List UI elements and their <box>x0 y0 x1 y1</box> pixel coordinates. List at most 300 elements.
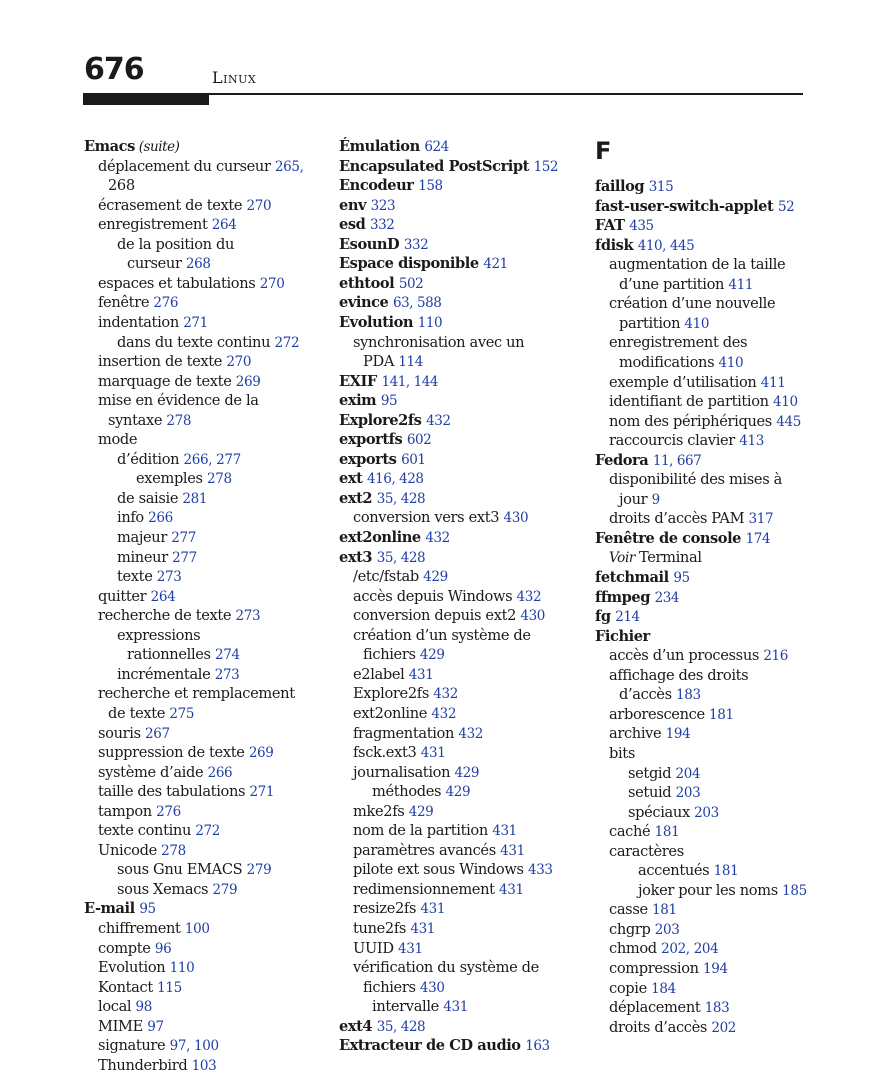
index-subentry <box>117 451 241 469</box>
page-reference-link[interactable]: 181 <box>652 902 677 919</box>
page-reference-link[interactable]: 273 <box>156 569 182 586</box>
page-reference-link[interactable]: 431 <box>498 881 524 898</box>
page-reference-link[interactable]: 315 <box>648 179 674 195</box>
page-reference-link[interactable]: 270 <box>226 354 252 371</box>
index-term: texte continu <box>98 822 192 840</box>
page-reference-link[interactable]: 271 <box>183 314 208 331</box>
index-term: de saisie <box>117 489 179 507</box>
index-term: archive <box>609 725 662 743</box>
index-term: FAT <box>595 217 625 235</box>
index-term: Thunderbird <box>98 1056 188 1074</box>
index-term: curseur <box>127 255 182 273</box>
index-subentry <box>619 315 709 333</box>
page-reference-link[interactable]: 194 <box>665 726 691 743</box>
index-term: fenêtre <box>98 294 150 312</box>
page-reference-link[interactable]: 202, 204 <box>661 941 719 958</box>
page-reference-link[interactable]: 429 <box>419 647 445 664</box>
index-subentry <box>609 295 775 313</box>
index-term: ethtool <box>339 274 395 292</box>
page-reference-link[interactable]: 429 <box>408 803 434 820</box>
page-reference-link[interactable]: 432 <box>425 530 450 546</box>
page-reference-link[interactable]: 163 <box>525 1038 550 1055</box>
index-subentry <box>609 510 773 528</box>
page-reference-link[interactable]: 270 <box>259 275 285 292</box>
index-subentry <box>98 1018 164 1036</box>
page-reference-link[interactable]: 158 <box>418 178 443 195</box>
index-subentry <box>628 784 700 802</box>
index-entry <box>595 589 679 607</box>
running-title: Linux <box>212 68 257 87</box>
index-subentry <box>98 314 208 332</box>
index-entry <box>339 158 558 176</box>
index-subentry <box>98 822 220 840</box>
index-term: d’une partition <box>619 275 725 293</box>
index-subentry <box>353 900 445 918</box>
index-term: accès d’un processus <box>609 647 760 665</box>
index-entry <box>339 412 451 430</box>
page-reference-link[interactable]: 273 <box>235 608 261 625</box>
index-subentry <box>353 861 553 879</box>
index-term: 268 <box>108 177 135 195</box>
page-reference-link[interactable]: 624 <box>424 139 449 155</box>
index-term: déplacement <box>609 999 701 1017</box>
page-reference-link[interactable]: 431 <box>420 901 446 918</box>
page-reference-link[interactable]: 601 <box>401 451 426 468</box>
page-reference-link[interactable]: 266 <box>148 510 173 527</box>
index-term: conversion depuis ext2 <box>353 607 517 625</box>
page-reference-link[interactable]: 98 <box>135 999 153 1016</box>
index-term: evince <box>339 294 389 312</box>
index-subentry <box>98 353 251 371</box>
index-subentry <box>609 667 748 685</box>
index-term: casse <box>609 901 648 919</box>
index-entry <box>339 236 428 254</box>
page-reference-link[interactable]: 276 <box>156 803 181 820</box>
index-term: copie <box>609 979 647 997</box>
index-term: syntaxe <box>108 411 163 429</box>
index-term: mode <box>98 431 138 449</box>
page-reference-link[interactable]: 430 <box>503 510 529 527</box>
page-reference-link[interactable]: 174 <box>745 530 771 547</box>
index-subentry <box>363 646 445 664</box>
page-reference-link[interactable]: 97 <box>147 1018 164 1035</box>
page-reference-link[interactable]: 35, 428 <box>376 490 426 507</box>
index-subentry <box>372 783 470 801</box>
index-subentry <box>609 706 734 724</box>
index-subentry <box>136 470 232 488</box>
index-subentry <box>98 392 259 410</box>
page-reference-link[interactable]: 431 <box>410 921 436 937</box>
index-subentry <box>117 881 237 899</box>
page-reference-link[interactable]: 432 <box>426 412 451 429</box>
index-subentry <box>108 705 194 723</box>
page-reference-link[interactable]: 432 <box>458 725 484 742</box>
index-term: raccourcis clavier <box>609 432 735 450</box>
page-reference-link[interactable]: 203 <box>675 785 701 802</box>
index-term: création d’un système de <box>353 626 531 644</box>
page-reference-link[interactable]: 270 <box>246 197 272 214</box>
page-reference-link[interactable]: 279 <box>246 862 272 879</box>
page-reference-link[interactable]: 272 <box>274 334 300 351</box>
index-term: recherche de texte <box>98 607 232 625</box>
index-subentry <box>353 744 445 762</box>
index-subentry <box>127 255 211 273</box>
index-subentry <box>98 940 171 958</box>
index-subentry <box>609 549 702 567</box>
index-term: affichage des droits <box>609 666 749 684</box>
page-reference-link[interactable]: 95 <box>673 570 690 586</box>
page-reference-link[interactable]: 277 <box>172 549 197 566</box>
index-subentry <box>619 354 743 372</box>
index-subentry <box>353 920 435 938</box>
page-reference-link[interactable]: 272 <box>195 823 221 840</box>
page-reference-link[interactable]: 332 <box>403 236 429 253</box>
page-reference-link[interactable]: 433 <box>527 862 553 879</box>
index-entry <box>595 628 650 646</box>
index-term: sous Xemacs <box>117 880 209 898</box>
index-subentry <box>353 666 434 684</box>
page-reference-link[interactable]: 183 <box>676 687 701 704</box>
index-entry <box>84 138 179 156</box>
index-term: bits <box>609 744 635 762</box>
index-term: indentation <box>98 313 179 331</box>
page-reference-link[interactable]: 430 <box>419 979 445 996</box>
page-reference-link[interactable]: 95 <box>380 393 398 410</box>
page-reference-link[interactable]: 115 <box>157 979 182 996</box>
page-reference-link[interactable]: 273 <box>214 666 240 683</box>
index-term: Espace disponible <box>339 255 479 273</box>
page-reference-link[interactable]: 429 <box>454 764 480 781</box>
page-reference-link[interactable]: 281 <box>182 490 208 507</box>
index-subentry <box>609 921 680 939</box>
index-term: compte <box>98 939 151 957</box>
page-reference-link[interactable]: 234 <box>654 589 680 606</box>
page-reference-link[interactable]: 9 <box>651 491 660 508</box>
index-term: mke2fs <box>353 802 405 820</box>
index-term: Encodeur <box>339 177 414 195</box>
index-subentry <box>98 1057 216 1075</box>
index-subentry <box>353 509 528 527</box>
index-subentry <box>609 647 788 665</box>
index-subentry <box>609 413 801 431</box>
index-subentry <box>609 1019 736 1037</box>
index-subentry <box>98 979 182 997</box>
index-term: dans du texte continu <box>117 333 271 351</box>
page-reference-link[interactable]: 141, 144 <box>381 373 439 390</box>
page-reference-link[interactable]: 95 <box>139 901 156 918</box>
index-subentry <box>98 725 170 743</box>
index-term: PDA <box>363 353 395 371</box>
page-reference-link[interactable]: 410 <box>684 315 710 332</box>
page-reference-link[interactable]: 269 <box>248 745 274 762</box>
index-subentry <box>609 334 747 352</box>
page-reference-link[interactable]: 110 <box>169 960 195 977</box>
page-reference-link[interactable]: 269 <box>235 373 261 390</box>
page-reference-link[interactable]: 35, 428 <box>376 549 426 566</box>
index-term: exemple d’utilisation <box>609 373 757 391</box>
index-subentry <box>353 842 525 860</box>
index-term: Fenêtre de console <box>595 529 742 547</box>
page-reference-link[interactable]: 430 <box>520 608 546 625</box>
page-reference-link[interactable]: 268 <box>185 256 211 273</box>
index-term: accentués <box>638 862 710 880</box>
index-term: Fichier <box>595 627 650 645</box>
page-reference-link[interactable]: 429 <box>423 569 448 586</box>
index-term: ext <box>339 470 363 488</box>
index-term: tune2fs <box>353 920 407 937</box>
index-subentry <box>98 216 236 234</box>
index-term: vérification du système de <box>353 959 539 977</box>
page-reference-link[interactable]: 181 <box>654 824 680 841</box>
page-reference-link[interactable]: 103 <box>191 1057 217 1074</box>
index-subentry <box>117 236 234 254</box>
page-number: 676 <box>84 52 144 87</box>
index-subentry <box>609 980 676 998</box>
index-term: redimensionnement <box>353 880 495 898</box>
index-subentry <box>609 725 690 743</box>
index-subentry <box>98 294 178 312</box>
page-reference-link[interactable]: 432 <box>433 686 458 703</box>
page-reference-link[interactable]: 194 <box>703 961 728 977</box>
page-reference-link[interactable]: 216 <box>763 648 789 665</box>
index-term: jour <box>619 490 648 508</box>
index-term: tampon <box>98 802 152 820</box>
page-reference-link[interactable]: 96 <box>154 940 172 957</box>
index-subentry <box>619 686 701 704</box>
index-term: fragmentation <box>353 724 455 742</box>
page-reference-link[interactable]: 152 <box>533 158 559 175</box>
page-reference-link[interactable]: 181 <box>713 863 739 880</box>
index-entry <box>339 138 449 156</box>
page-reference-link[interactable]: 411 <box>728 276 754 293</box>
index-term: local <box>98 998 132 1016</box>
index-subentry <box>353 822 517 840</box>
page-reference-link[interactable]: 274 <box>215 647 240 664</box>
page-reference-link[interactable]: 35, 428 <box>376 1018 426 1035</box>
page-reference-link[interactable]: 11, 667 <box>652 452 702 469</box>
page-reference-link[interactable]: 202 <box>711 1019 737 1036</box>
page-reference-link[interactable]: 266, 277 <box>183 451 241 468</box>
page-reference-link[interactable]: 204 <box>675 765 701 782</box>
index-term: rationnelles <box>127 646 211 664</box>
index-term: augmentation de la taille <box>609 256 786 274</box>
page-reference-link[interactable]: 602 <box>406 432 432 449</box>
index-term: mise en évidence de la <box>98 392 259 410</box>
index-entry <box>595 452 701 470</box>
index-term: fsck.ext3 <box>353 744 417 762</box>
page-reference-link[interactable]: 431 <box>492 823 517 840</box>
page-reference-link[interactable]: 271 <box>249 784 275 801</box>
index-entry <box>595 178 673 196</box>
index-term: fdisk <box>595 236 634 254</box>
index-term: journalisation <box>353 763 451 781</box>
page-reference-link[interactable]: 100 <box>184 921 210 937</box>
page-reference-link[interactable]: 264 <box>150 588 176 605</box>
page-reference-link[interactable]: 317 <box>748 511 774 528</box>
page-reference-link[interactable]: 332 <box>370 217 395 234</box>
header-bar <box>83 95 209 105</box>
index-term: nom des périphériques <box>609 412 772 430</box>
index-term: pilote ext sous Windows <box>353 861 524 879</box>
index-entry <box>339 392 397 410</box>
index-term: ext2online <box>339 529 421 546</box>
index-subentry <box>98 998 152 1016</box>
page-reference-link[interactable]: 110 <box>417 314 443 331</box>
index-subentry <box>117 334 299 352</box>
index-term: d’accès <box>619 686 672 704</box>
index-term: Explore2fs <box>353 685 429 703</box>
index-entry <box>595 217 654 235</box>
page-reference-link[interactable]: 410 <box>773 394 798 411</box>
index-subentry <box>628 804 719 822</box>
index-entry <box>339 373 438 391</box>
index-term: Explore2fs <box>339 411 422 429</box>
index-term: exportfs <box>339 431 403 449</box>
page-reference-link[interactable]: 279 <box>212 881 238 898</box>
index-term: E-mail <box>84 900 135 918</box>
index-term: Unicode <box>98 841 157 859</box>
index-term: spéciaux <box>628 803 690 821</box>
index-subentry <box>117 529 196 547</box>
page-reference-link[interactable]: 214 <box>615 609 640 626</box>
page-reference-link[interactable]: 502 <box>398 275 424 292</box>
page-reference-link[interactable]: 276 <box>153 295 179 312</box>
index-term: Evolution <box>98 959 166 977</box>
index-subentry <box>353 588 541 606</box>
index-term: droits d’accès PAM <box>609 510 745 528</box>
see-reference-prefix: Voir <box>609 550 639 567</box>
page-reference-link[interactable]: 183 <box>704 1000 730 1017</box>
index-term: compression <box>609 960 699 977</box>
page-reference-link[interactable]: 435 <box>629 218 654 235</box>
page-reference-link[interactable]: 97, 100 <box>169 1038 219 1055</box>
page-reference-link[interactable]: 278 <box>206 471 232 488</box>
page-reference-link[interactable]: 416, 428 <box>367 471 424 488</box>
page-reference-link[interactable]: 278 <box>166 412 192 429</box>
index-term: chgrp <box>609 920 651 938</box>
page-reference-link[interactable]: 52 <box>777 198 795 215</box>
index-subentry <box>609 940 718 958</box>
index-entry <box>595 237 694 255</box>
index-term: exim <box>339 392 377 410</box>
page-reference-link[interactable]: 277 <box>171 530 196 546</box>
index-term: setuid <box>628 784 672 802</box>
page-reference-link[interactable]: 184 <box>651 980 676 997</box>
page-reference-link[interactable]: 267 <box>145 725 170 742</box>
page-reference-link[interactable]: 411 <box>760 374 786 391</box>
index-subentry <box>638 862 738 880</box>
page-reference-link[interactable]: 431 <box>500 842 525 859</box>
index-term: déplacement du curseur <box>98 157 271 175</box>
index-subentry <box>98 158 304 176</box>
continued-note: (suite) <box>134 139 180 155</box>
index-subentry <box>98 373 261 391</box>
page-reference-link[interactable]: 431 <box>397 940 423 957</box>
page-reference-link[interactable]: 432 <box>516 588 542 605</box>
page-reference-link[interactable]: 431 <box>443 999 468 1016</box>
index-subentry <box>98 959 194 977</box>
page-reference-link[interactable]: 203 <box>654 921 680 938</box>
page-reference-link[interactable]: 421 <box>483 256 508 273</box>
page-reference-link[interactable]: 203 <box>694 804 719 821</box>
page-reference-link[interactable]: 431 <box>420 745 446 762</box>
index-term: enregistrement <box>98 216 208 234</box>
index-subentry <box>98 764 232 782</box>
page-reference-link[interactable]: 265, <box>274 158 304 175</box>
index-term: modifications <box>619 353 715 371</box>
index-entry <box>84 900 156 918</box>
page-reference-link[interactable]: 275 <box>169 705 195 722</box>
index-subentry <box>117 568 182 586</box>
index-term: EXIF <box>339 372 377 390</box>
page-reference-link[interactable]: 432 <box>431 705 457 722</box>
index-term: Fedora <box>595 451 649 469</box>
page-reference-link[interactable]: 266 <box>207 764 233 781</box>
index-subentry <box>98 920 210 938</box>
index-subentry <box>98 842 186 860</box>
page-reference-link[interactable]: 413 <box>739 433 764 450</box>
page-reference-link[interactable]: 185 <box>782 882 807 899</box>
page-reference-link[interactable]: 445 <box>776 413 801 430</box>
index-term: intervalle <box>372 998 439 1016</box>
page-reference-link[interactable]: 264 <box>211 217 237 234</box>
page-reference-link[interactable]: 114 <box>398 354 424 371</box>
index-term: esd <box>339 216 366 234</box>
page-reference-link[interactable]: 63, 588 <box>393 295 442 312</box>
page-reference-link[interactable]: 181 <box>709 706 734 723</box>
index-subentry <box>609 256 785 274</box>
index-subentry <box>98 275 284 293</box>
index-term: env <box>339 196 367 214</box>
index-term: expressions <box>117 626 201 644</box>
index-term: d’édition <box>117 450 180 468</box>
page-reference-link[interactable]: 410 <box>718 354 744 371</box>
index-term: ext2 <box>339 489 373 507</box>
index-term: fichiers <box>363 978 416 996</box>
index-subentry <box>353 881 524 899</box>
index-entry <box>339 255 508 273</box>
index-entry <box>339 197 395 215</box>
index-entry <box>339 490 425 508</box>
index-term: Terminal <box>638 549 702 567</box>
index-subentry <box>353 764 479 782</box>
page-reference-link[interactable]: 323 <box>370 197 396 214</box>
index-term: fichiers <box>363 646 416 664</box>
index-entry <box>339 275 423 293</box>
page-reference-link[interactable]: 429 <box>445 784 471 801</box>
index-entry <box>339 1037 550 1055</box>
page-reference-link[interactable]: 278 <box>161 842 186 859</box>
index-term: /etc/fstab <box>353 568 419 586</box>
index-term: fetchmail <box>595 569 669 586</box>
index-term: ffmpeg <box>595 588 650 606</box>
index-term: Emacs <box>84 138 135 155</box>
index-term: droits d’accès <box>609 1018 708 1036</box>
index-subentry <box>609 393 798 411</box>
index-term: de texte <box>108 704 166 722</box>
index-term: setgid <box>628 764 672 782</box>
page-reference-link[interactable]: 410, 445 <box>637 237 695 254</box>
page-reference-link[interactable]: 431 <box>408 666 434 683</box>
index-term: Émulation <box>339 138 420 155</box>
index-letter-heading: F <box>595 137 612 165</box>
index-term: info <box>117 509 144 527</box>
index-subentry <box>609 745 635 763</box>
index-term: partition <box>619 314 681 332</box>
index-term: synchronisation avec un <box>353 333 525 351</box>
index-entry <box>595 569 690 587</box>
index-term: exemples <box>136 470 203 488</box>
